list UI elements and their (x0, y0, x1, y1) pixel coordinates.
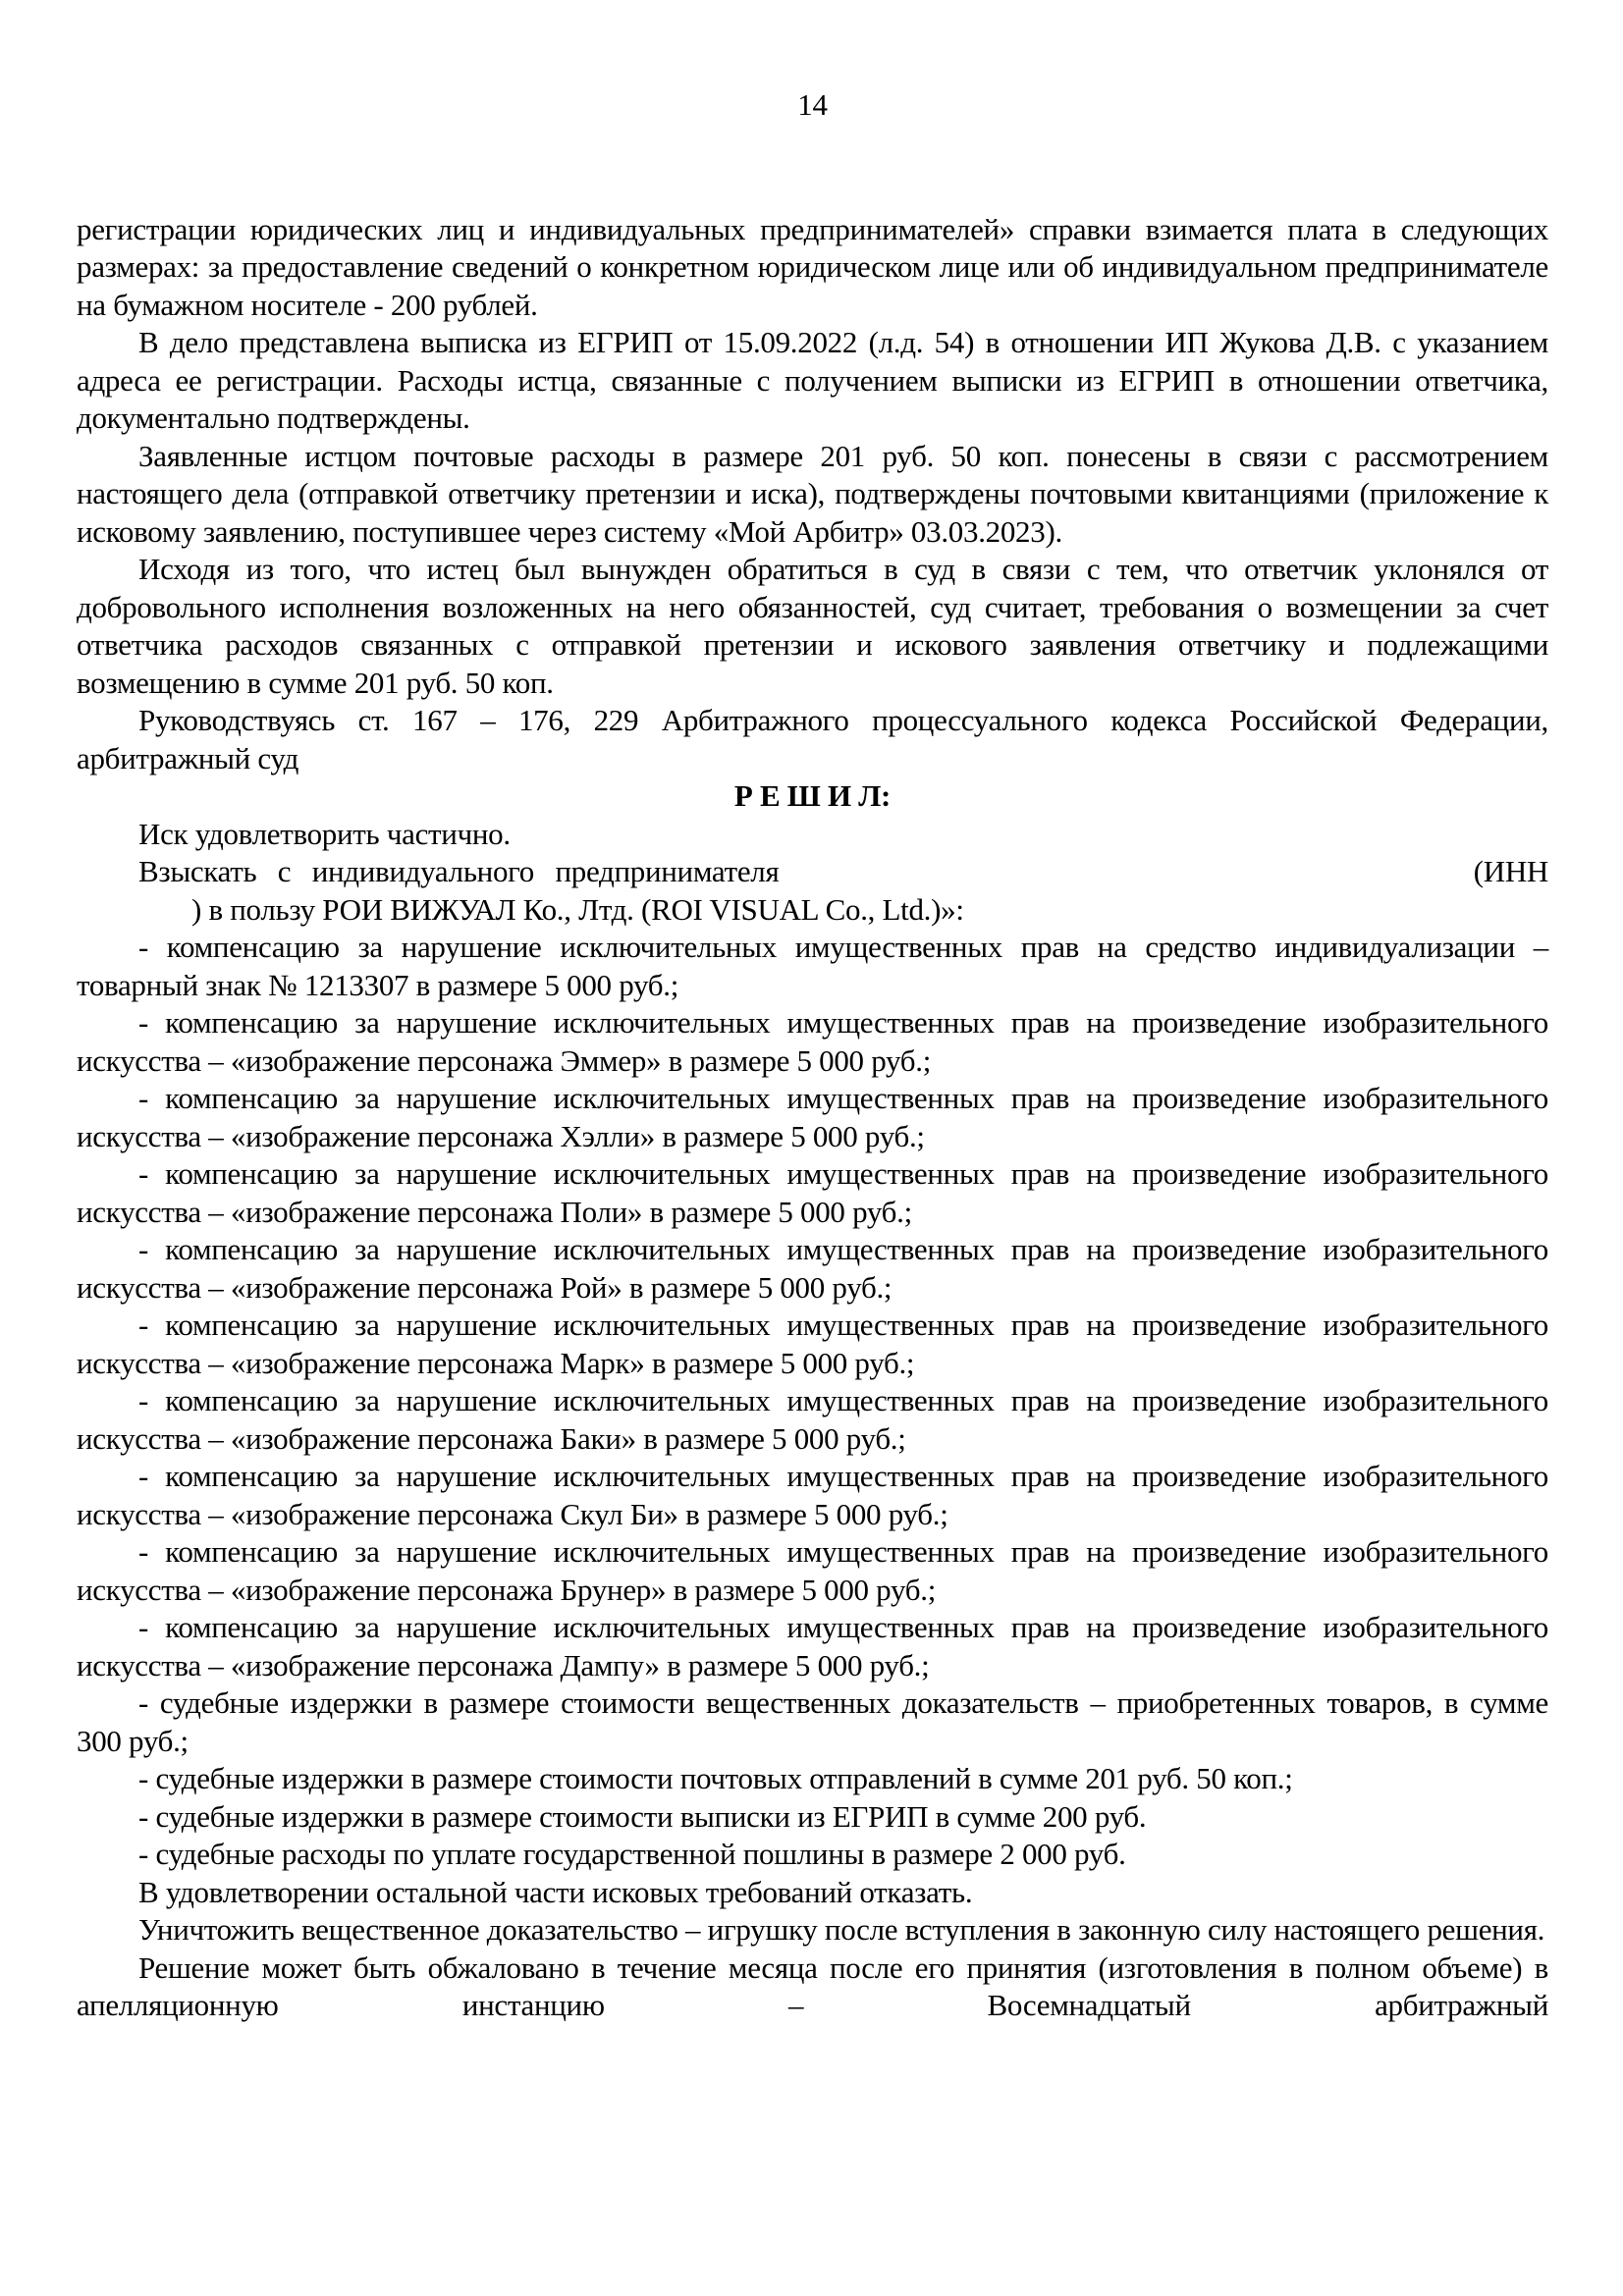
paragraph: - судебные издержки в размере стоимости вещественных доказательств – приобретенных товаров, в сумме 300 руб.; (77, 1685, 1548, 1758)
paragraph: Уничтожить вещественное доказательство – игрушку после вступления в законную силу настоящего решения. (138, 1912, 1545, 1947)
paragraph: - компенсацию за нарушение исключительных имущественных прав на произведение изобразительного искусства – «изображение персонажа Эммер» в размере 5 000 руб.; (77, 1005, 1548, 1078)
award-intro-text: Взыскать с индивидуального предпринимателя (138, 854, 780, 888)
paragraph: - компенсацию за нарушение исключительных имущественных прав на произведение изобразительного искусства – «изображение персонажа Хэлли» в размере 5 000 руб.; (77, 1081, 1548, 1153)
award-intro-beneficiary: ) в пользу РОИ ВИЖУАЛ Ко., Лтд. (ROI VISUAL Co., Ltd.)»: (191, 891, 964, 927)
paragraph: - компенсацию за нарушение исключительных имущественных прав на произведение изобразительного искусства – «изображение персонажа Дампу» в размере 5 000 руб.; (77, 1610, 1548, 1682)
paragraph: - компенсацию за нарушение исключительных имущественных прав на произведение изобразительного искусства – «изображение персонажа Поли» в размере 5 000 руб.; (77, 1156, 1548, 1229)
page-number: 14 (797, 87, 828, 122)
paragraph: Иск удовлетворить частично. (138, 816, 511, 851)
paragraph: - компенсацию за нарушение исключительных имущественных прав на произведение изобразительного искусства – «изображение персонажа Брунер» в размере 5 000 руб.; (77, 1534, 1548, 1607)
award-intro-line (77, 853, 1548, 891)
award-intro-inn-label: (ИНН (1473, 854, 1548, 888)
paragraph: - компенсацию за нарушение исключительных имущественных прав на произведение изобразительного искусства – «изображение персонажа Скул Би» в размере 5 000 руб.; (77, 1459, 1548, 1531)
paragraph: Решение может быть обжаловано в течение месяца после его принятия (изготовления в полном объеме) в апелляционную инстанцию – Восемнадцатый арбитражный (77, 1949, 1548, 2022)
paragraph: регистрации юридических лиц и индивидуальных предпринимателей» справки взимается плата в следующих размерах: за предоставление сведений о конкретном юридическом лице или об индивидуальном предпринимателе на бумажном носителе - 200 рублей. (77, 211, 1548, 322)
paragraph: - судебные издержки в размере стоимости почтовых отправлений в сумме 201 руб. 50 коп.; (138, 1761, 1293, 1795)
paragraph: Заявленные истцом почтовые расходы в размере 201 руб. 50 коп. понесены в связи с рассмотрением настоящего дела (отправкой ответчику претензии и иска), подтверждены почтовыми квитанциями (приложение к исковому заявлению, поступившее через систему «Мой Арбитр» 03.03.2023). (77, 438, 1548, 549)
paragraph-award-intro (77, 853, 1548, 929)
resolution-heading: Р Е Ш И Л: (733, 778, 892, 813)
paragraph: - компенсацию за нарушение исключительных имущественных прав на произведение изобразительного искусства – «изображение персонажа Марк» в размере 5 000 руб.; (77, 1308, 1548, 1380)
paragraph: В удовлетворении остальной части исковых требований отказать. (138, 1874, 973, 1909)
paragraph: В дело представлена выписка из ЕГРИП от 15.09.2022 (л.д. 54) в отношении ИП Жукова Д.В. с указанием адреса ее регистрации. Расходы истца, связанные с получением выписки из ЕГРИП в отношении ответчика, документально подтверждены. (77, 325, 1548, 435)
paragraph: Руководствуясь ст. 167 – 176, 229 Арбитражного процессуального кодекса Российской Федерации, арбитражный суд (77, 703, 1548, 775)
document-body (77, 211, 1548, 2025)
paragraph: - компенсацию за нарушение исключительных имущественных прав на произведение изобразительного искусства – «изображение персонажа Рой» в размере 5 000 руб.; (77, 1232, 1548, 1305)
paragraph: Исходя из того, что истец был вынужден обратиться в суд в связи с тем, что ответчик уклонялся от добровольного исполнения возложенных на него обязанностей, суд считает, требования о возмещении за счет ответчика расходов связанных с отправкой претензии и искового заявления ответчику и подлежащими возмещению в сумме 201 руб. 50 коп. (77, 552, 1548, 700)
paragraph: - судебные расходы по уплате государственной пошлины в размере 2 000 руб. (138, 1837, 1126, 1871)
paragraph: - компенсацию за нарушение исключительных имущественных прав на средство индивидуализации – товарный знак № 1213307 в размере 5 000 руб.; (77, 930, 1548, 1002)
paragraph: - судебные издержки в размере стоимости выписки из ЕГРИП в сумме 200 руб. (138, 1798, 1147, 1834)
paragraph: - компенсацию за нарушение исключительных имущественных прав на произведение изобразительного искусства – «изображение персонажа Баки» в размере 5 000 руб.; (77, 1383, 1548, 1456)
